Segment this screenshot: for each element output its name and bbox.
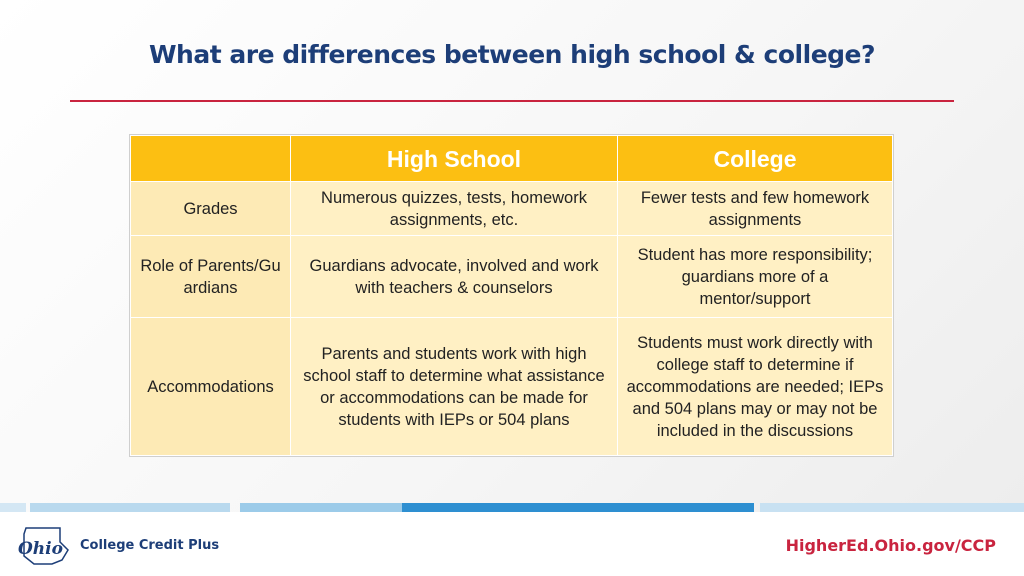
decorative-stripe bbox=[240, 503, 406, 512]
cell-college: Fewer tests and few homework assignments bbox=[618, 182, 893, 236]
decorative-stripe bbox=[0, 503, 26, 512]
table-row bbox=[131, 182, 893, 236]
row-label-grades: Grades bbox=[131, 182, 291, 236]
row-label-role-of-parents: Role of Parents/Guardians bbox=[131, 236, 291, 318]
cell-high-school: Parents and students work with high school staff to determine what assistance or accommodations can be made for students with IEPs or 504 plans bbox=[291, 318, 618, 456]
table-row bbox=[131, 318, 893, 456]
cell-college: Students must work directly with college staff to determine if accommodations are needed; IEPs and 504 plans may or may not be included in the discussions bbox=[618, 318, 893, 456]
ohio-logo-icon bbox=[16, 524, 74, 568]
header-cell-high-school: High School bbox=[291, 136, 618, 182]
comparison-table bbox=[130, 135, 893, 456]
table-row bbox=[131, 236, 893, 318]
cell-college: Student has more responsibility; guardians more of a mentor/support bbox=[618, 236, 893, 318]
table-header-row bbox=[131, 136, 893, 182]
cell-high-school: Guardians advocate, involved and work with teachers & counselors bbox=[291, 236, 618, 318]
slide-title: What are differences between high school & college? bbox=[148, 40, 875, 69]
row-label-accommodations: Accommodations bbox=[131, 318, 291, 456]
logo-text: Ohio bbox=[18, 539, 63, 559]
decorative-stripe bbox=[402, 503, 754, 512]
title-divider bbox=[70, 100, 954, 102]
website-link[interactable]: HigherEd.Ohio.gov/CCP bbox=[785, 536, 996, 555]
decorative-stripe bbox=[760, 503, 1024, 512]
decorative-stripe bbox=[30, 503, 230, 512]
header-cell-empty bbox=[131, 136, 291, 182]
brand-name: College Credit Plus bbox=[80, 538, 220, 553]
header-cell-college: College bbox=[618, 136, 893, 182]
cell-high-school: Numerous quizzes, tests, homework assignments, etc. bbox=[291, 182, 618, 236]
